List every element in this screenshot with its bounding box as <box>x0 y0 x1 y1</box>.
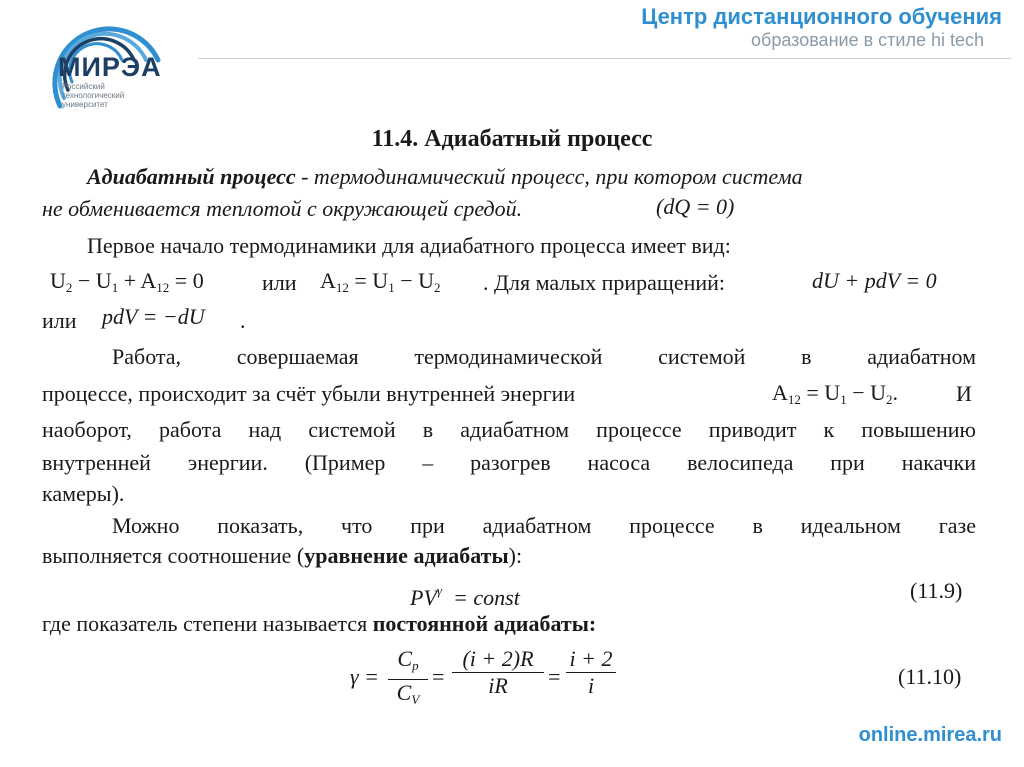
exponent-text: где показатель степени называется <box>42 611 373 636</box>
fraction-i2r-ir: $\frac{(i + 2)R}{iR}$ <box>452 646 544 699</box>
work-line-2-end: И <box>956 381 972 406</box>
footer-url[interactable]: online.mirea.ru <box>858 724 1002 746</box>
gamma-symbol: γ = <box>350 664 380 689</box>
logo-wordmark: МИРЭА <box>58 52 162 82</box>
exponent-line <box>42 611 596 637</box>
equation-pdv: pdV = −dU <box>102 304 205 329</box>
can-show-line-2 <box>42 543 522 569</box>
header-divider <box>198 58 1011 59</box>
definition-line-2: не обменивается теплотой с окружающей средой. <box>42 196 523 221</box>
fraction-i2-i: $\frac{i + 2}{i}$ <box>566 646 616 699</box>
work-line-2: процессе, происходит за счёт убыли внутренней энергии <box>42 381 576 406</box>
equals-sign-1: = <box>432 664 445 689</box>
work-line-1: Работа, совершаемая термодинамической системой в адиабатном <box>112 344 976 369</box>
equation-work-energy: $A_{12} = U_1 - U_2$ <box>320 268 441 295</box>
or-word-1: или <box>262 270 297 295</box>
or-word-2: или <box>42 308 77 333</box>
equation-number-11-10: (11.10) <box>898 664 962 689</box>
work-line-4: внутренней энергии. (Пример – разогрев насоса велосипеда при накачки <box>42 450 976 475</box>
work-line-5: камеры). <box>42 481 125 506</box>
work-line-3: наоборот, работа над системой в адиабатном процессе приводит к повышению <box>42 417 976 442</box>
header-subtitle: образование в стиле hi tech <box>751 30 984 50</box>
header-title: Центр дистанционного обучения <box>641 4 1002 29</box>
small-increments-text: . Для малых приращений: <box>483 270 726 295</box>
period: . <box>240 308 246 333</box>
first-law-intro: Первое начало термодинамики для адиабатного процесса имеет вид: <box>87 233 731 258</box>
adiabat-equation-term: уравнение адиабаты <box>304 543 509 568</box>
adiabatic-constant-term: постоянной адиабаты: <box>372 611 597 636</box>
equals-sign-2: = <box>548 664 561 689</box>
equation-work-energy-2: $A_{12} = U_1 - U_2$. <box>772 380 898 407</box>
equation-adiabat: $PV^\gamma$ = const <box>410 583 520 610</box>
equation-number-11-9: (11.9) <box>910 578 963 603</box>
equation-dq-zero: (dQ = 0) <box>656 194 735 219</box>
definition-text: - термодинамический процесс, при котором система <box>295 164 803 189</box>
fraction-cp-cv: $\frac{C_p}{C_V}$ <box>388 646 428 713</box>
definition-term: Адиабатный процесс <box>87 164 296 189</box>
equation-du-pdv: dU + pdV = 0 <box>812 268 937 293</box>
equation-adiabat-rhs: = const <box>453 585 520 610</box>
logo-caption: Российский технологический университет <box>62 82 125 109</box>
can-show-line-1: Можно показать, что при адиабатном процессе в идеальном газе <box>112 513 976 538</box>
can-show-text-a: выполняется соотношение ( <box>42 543 305 568</box>
can-show-text-b: ): <box>508 543 523 568</box>
page-title: 11.4. Адиабатный процесс <box>371 126 653 152</box>
definition-line-1 <box>87 164 803 190</box>
equation-first-law: $U_2 - U_1 + A_{12} = 0$ <box>50 268 204 295</box>
